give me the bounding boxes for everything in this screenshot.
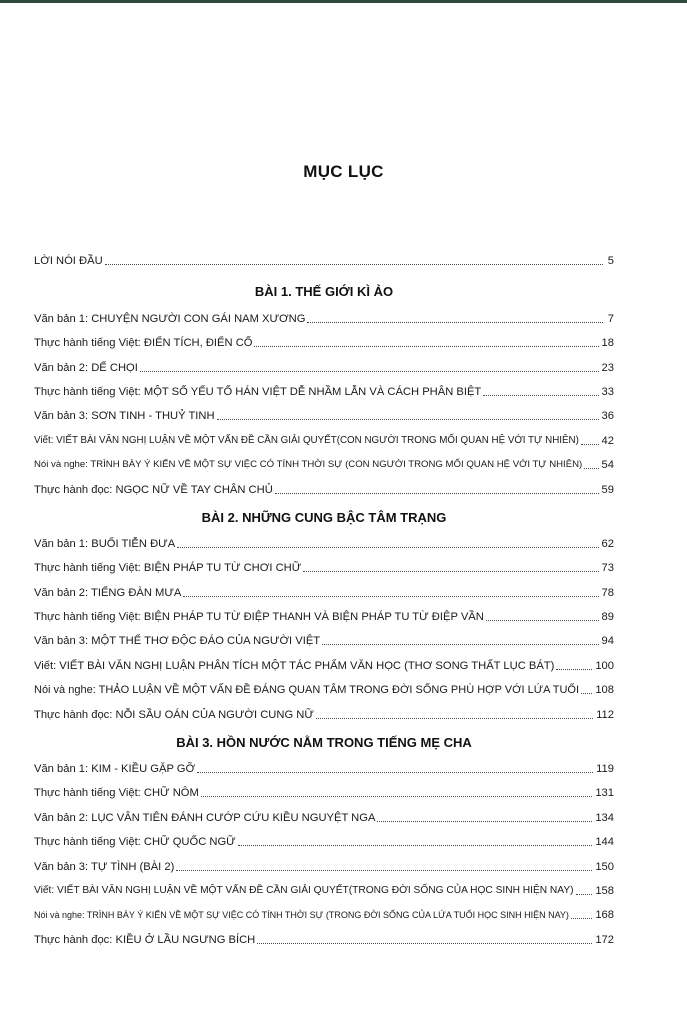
- toc-entry-text: Văn bản 3: MỘT THỂ THƠ ĐỘC ĐÁO CỦA NGƯỜI VIỆT: [34, 635, 321, 648]
- toc-entry[interactable]: [34, 624, 614, 648]
- dot-leader: [238, 844, 593, 846]
- toc-entry-page: 78: [601, 586, 614, 599]
- toc-entry-page: 119: [596, 763, 614, 776]
- toc-entry[interactable]: [34, 399, 614, 423]
- toc-entry-text: LỜI NÓI ĐẦU: [34, 255, 103, 268]
- toc-entry-intro[interactable]: [34, 244, 614, 268]
- dot-leader: [584, 467, 598, 469]
- toc-entry-page: 59: [601, 483, 614, 496]
- toc-entry[interactable]: [34, 375, 614, 399]
- dot-leader: [201, 795, 593, 797]
- toc-entry-text: Thực hành tiếng Việt: MỘT SỐ YẾU TỐ HÁN VIỆT DỄ NHẦM LẪN VÀ CÁCH PHÂN BIỆT: [34, 385, 482, 398]
- toc-entry[interactable]: [34, 874, 614, 898]
- toc-entry[interactable]: [34, 551, 614, 575]
- toc-entry-text: Nói và nghe: TRÌNH BÀY Ý KIẾN VỀ MỘT SỰ VIỆC CÓ TÍNH THỜI SỰ (TRONG ĐỜI SỐNG CỦA LỨA TUỔI HỌC SINH HIỆN NAY): [34, 910, 569, 921]
- dot-leader: [303, 570, 598, 572]
- toc-entry-page: 5: [607, 255, 614, 268]
- dot-leader: [197, 771, 593, 773]
- toc-entry[interactable]: [34, 448, 614, 472]
- toc-entry[interactable]: [34, 776, 614, 800]
- toc-entry-text: Viết: VIẾT BÀI VĂN NGHỊ LUẬN VỀ MỘT VẤN ĐỀ CẦN GIẢI QUYẾT(CON NGƯỜI TRONG MỐI QUAN HỆ VỚI TỰ NHIÊN): [34, 434, 579, 446]
- dot-leader: [176, 869, 592, 871]
- toc-entry-page: 18: [601, 337, 614, 350]
- toc-entry[interactable]: [34, 648, 614, 672]
- toc-entry-text: Thực hành đọc: NỖI SẦU OÁN CỦA NGƯỜI CUNG NỮ: [34, 708, 314, 721]
- toc-entry-text: Viết: VIẾT BÀI VĂN NGHỊ LUẬN PHÂN TÍCH MỘT TÁC PHẨM VĂN HỌC (THƠ SONG THẤT LỤC BÁT): [34, 659, 555, 672]
- toc-entry-page: 89: [601, 611, 614, 624]
- toc-entry-text: Nói và nghe: THẢO LUẬN VỀ MỘT VẤN ĐỀ ĐÁNG QUAN TÂM TRONG ĐỜI SỐNG PHÙ HỢP VỚI LỨA TUỔI: [34, 684, 580, 697]
- toc-entry[interactable]: [34, 326, 614, 350]
- dot-leader: [257, 942, 592, 944]
- dot-leader: [140, 370, 599, 372]
- toc-entry-text: Văn bản 1: KIM - KIỀU GẶP GỠ: [34, 763, 196, 776]
- dot-leader: [217, 418, 599, 420]
- section-heading: BÀI 3. HỒN NƯỚC NẰM TRONG TIẾNG MẸ CHA: [176, 734, 472, 750]
- toc-entry[interactable]: [34, 423, 614, 447]
- toc-entry-text: Văn bản 2: TIẾNG ĐÀN MƯA: [34, 586, 182, 599]
- dot-leader: [177, 546, 598, 548]
- toc-entry-page: 7: [607, 312, 614, 325]
- toc-entry-text: Thực hành tiếng Việt: BIỆN PHÁP TU TỪ CHƠI CHỮ: [34, 562, 302, 575]
- toc-entry[interactable]: [34, 301, 614, 325]
- section-heading: BÀI 2. NHỮNG CUNG BẬC TÂM TRẠNG: [201, 509, 447, 525]
- dot-leader: [307, 321, 603, 323]
- table-of-contents: [34, 244, 614, 947]
- toc-entry-text: Thực hành đọc: KIỀU Ở LẦU NGƯNG BÍCH: [34, 933, 256, 946]
- toc-entry-text: Thực hành tiếng Việt: BIỆN PHÁP TU TỪ ĐIỆP THANH VÀ BIỆN PHÁP TU TỪ ĐIỆP VẦN: [34, 611, 484, 624]
- toc-entry[interactable]: [34, 527, 614, 551]
- toc-entry-page: 42: [601, 434, 614, 447]
- dot-leader: [576, 893, 593, 895]
- dot-leader: [486, 619, 599, 621]
- dot-leader: [581, 443, 599, 445]
- toc-entry-text: Viết: VIẾT BÀI VĂN NGHỊ LUẬN VỀ MỘT VẤN ĐỀ CẦN GIẢI QUYẾT(TRONG ĐỜI SỐNG CỦA HỌC SINH HIỆN NAY): [34, 884, 574, 896]
- toc-entry-text: Văn bản 1: CHUYỆN NGƯỜI CON GÁI NAM XƯƠNG: [34, 312, 306, 325]
- dot-leader: [571, 917, 592, 919]
- toc-entry[interactable]: [34, 472, 614, 496]
- toc-entry[interactable]: [34, 350, 614, 374]
- dot-leader: [275, 492, 599, 494]
- toc-entry-page: 54: [601, 459, 614, 472]
- dot-leader: [105, 263, 603, 265]
- toc-entry-page: 108: [595, 684, 614, 697]
- toc-entry-text: Thực hành tiếng Việt: ĐIỂN TÍCH, ĐIỂN CỐ: [34, 337, 253, 350]
- toc-entry[interactable]: [34, 673, 614, 697]
- top-rule: [0, 0, 687, 3]
- toc-entry-page: 100: [595, 659, 614, 672]
- toc-entry-text: Văn bản 2: DẾ CHỌI: [34, 361, 138, 374]
- dot-leader: [183, 595, 598, 597]
- toc-entry-text: Văn bản 2: LỤC VÂN TIÊN ĐÁNH CƯỚP CỨU KIỀU NGUYỆT NGA: [34, 811, 376, 824]
- toc-entry-text: Văn bản 1: BUỔI TIỄN ĐƯA: [34, 537, 176, 550]
- dot-leader: [483, 394, 598, 396]
- dot-leader: [377, 820, 592, 822]
- dot-leader: [556, 668, 592, 670]
- dot-leader: [254, 345, 598, 347]
- page-title: MỤC LỤC: [303, 162, 384, 181]
- toc-entry[interactable]: [34, 600, 614, 624]
- toc-entry[interactable]: [34, 800, 614, 824]
- toc-entry-page: 131: [595, 787, 614, 800]
- toc-entry[interactable]: [34, 898, 614, 922]
- toc-entry-page: 168: [595, 909, 614, 922]
- toc-entry-page: 144: [595, 836, 614, 849]
- toc-entry-page: 112: [596, 708, 614, 721]
- toc-entry[interactable]: [34, 575, 614, 599]
- toc-entry-text: Văn bản 3: TỰ TÌNH (BÀI 2): [34, 860, 175, 873]
- toc-entry[interactable]: [34, 849, 614, 873]
- toc-entry-page: 33: [601, 385, 614, 398]
- toc-entry-page: 36: [601, 410, 614, 423]
- toc-entry-text: Thực hành tiếng Việt: CHỮ QUỐC NGỮ: [34, 836, 236, 849]
- toc-entry-page: 62: [601, 537, 614, 550]
- toc-entry[interactable]: [34, 922, 614, 946]
- toc-entry-text: Văn bản 3: SƠN TINH - THUỶ TINH: [34, 410, 215, 423]
- toc-entry-text: Thực hành đọc: NGỌC NỮ VỀ TAY CHÂN CHỦ: [34, 483, 273, 496]
- section-heading: BÀI 1. THẾ GIỚI KÌ ẢO: [254, 284, 394, 300]
- dot-leader: [581, 692, 592, 694]
- toc-entry-page: 94: [601, 635, 614, 648]
- toc-entry-page: 23: [601, 361, 614, 374]
- toc-entry-page: 134: [595, 811, 614, 824]
- toc-entry-text: Nói và nghe: TRÌNH BÀY Ý KIẾN VỀ MỘT SỰ VIỆC CÓ TÍNH THỜI SỰ (CON NGƯỜI TRONG MỐI QUAN HỆ VỚI TỰ NHIÊN): [34, 459, 583, 471]
- dot-leader: [316, 717, 593, 719]
- toc-entry-page: 172: [595, 933, 614, 946]
- toc-entry-page: 150: [595, 860, 614, 873]
- dot-leader: [322, 643, 598, 645]
- toc-entry[interactable]: [34, 752, 614, 776]
- toc-entry[interactable]: [34, 825, 614, 849]
- toc-entry-page: 73: [601, 562, 614, 575]
- toc-entry[interactable]: [34, 697, 614, 721]
- toc-entry-page: 158: [595, 884, 614, 897]
- toc-entry-text: Thực hành tiếng Việt: CHỮ NÔM: [34, 787, 199, 800]
